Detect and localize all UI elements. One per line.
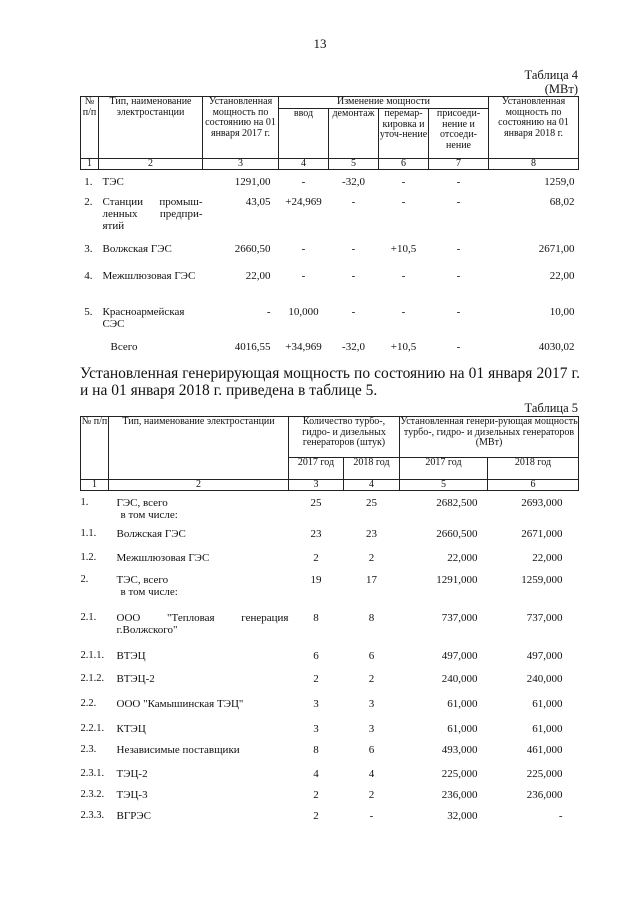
cell-remarking: - [401,176,406,188]
row-no [81,341,99,365]
cell-power-2018: 61,000 [532,697,563,710]
t4-header-dismantling: демонтаж [329,109,379,159]
row-no: 2.3.3. [80,809,105,821]
row-name [109,698,289,723]
cell-power-2018: - [558,809,563,822]
t4-header-remarking: перемар-кировка и уточ-нение [379,109,429,159]
row-name [109,491,289,528]
cell-power-2017: 240,000 [441,672,478,685]
cell-count-2018: 2 [368,672,375,685]
row-name-text: ГЭС, всего [116,497,168,509]
cell-installed-2018: 22,00 [549,269,575,282]
cell-power-2018: 225,000 [526,767,563,780]
table4-caption-unit: (МВт) [544,82,578,96]
cell-power-2018: 61,000 [532,722,563,735]
cell-count-2017: 2 [313,551,319,564]
row-name [109,810,289,834]
t4-header-no: № п/п [81,97,99,159]
cell-remarking: +10,5 [390,340,417,353]
table-row [81,650,579,673]
t4-header-name: Тип, наименование электростанции [99,97,203,159]
t5-header-power-2018: 2018 год [488,458,579,480]
cell-count-2018: 23 [366,527,377,540]
t5-col-number: 2 [109,480,289,491]
row-no: 2.3.1. [80,767,105,779]
paragraph-text: Установленная генерирующая мощность по состоянию на 01 января 2017 г. и на 01 января 2018 г. приведена в таблице 5. [80,365,580,399]
cell-remarking: - [401,305,406,318]
row-name [109,673,289,698]
cell-power-2017: 61,000 [447,697,478,710]
cell-count-2017: 2 [313,788,319,801]
t5-header-power: Установленная генери-рующая мощность турбо-, гидро- и дизельных генераторов (МВт) [400,417,579,458]
t4-header-installed-2018: Установленная мощность по состоянию на 01 января 2018 г. [489,97,579,159]
row-name: Волжская ГЭС [102,242,172,255]
cell-count-2018: 4 [368,767,375,780]
cell-remarking: - [401,195,406,208]
cell-power-2018: 2693,000 [521,497,563,509]
table-row [81,574,579,612]
cell-input: 10,000 [288,305,319,318]
cell-power-2017: 2660,500 [436,527,478,540]
row-no: 4. [84,269,93,282]
cell-count-2018: 6 [368,743,375,756]
row-no: 1. [84,176,93,188]
cell-power-2017: 1291,000 [436,573,478,586]
cell-remarking: +10,5 [390,242,417,255]
cell-count-2017: 2 [313,809,319,822]
table4-caption-title: Таблица 4 [524,68,578,82]
table-row [81,491,579,528]
cell-count-2018: 2 [368,788,375,801]
cell-power-2018: 22,000 [532,551,563,564]
cell-attach: - [456,340,461,353]
t5-col-number: 6 [488,480,579,491]
cell-power-2017: 493,000 [441,743,478,756]
table-row [81,673,579,698]
cell-count-2017: 2 [313,672,319,685]
cell-installed-2018: 4030,02 [538,340,575,353]
cell-input: - [301,269,306,282]
table-row [81,768,579,789]
cell-installed-2017: 43,05 [245,195,271,208]
cell-power-2017: 225,000 [441,767,478,780]
row-no: 2.1.1. [80,649,105,661]
cell-count-2017: 6 [313,649,319,662]
row-name [109,612,289,650]
cell-installed-2018: 1259,0 [544,176,575,188]
cell-dismantling: -32,0 [342,340,365,353]
row-name [109,789,289,810]
cell-count-2018: 8 [368,611,375,624]
cell-count-2017: 23 [310,527,322,540]
row-no: 2.1.2. [80,672,105,684]
cell-attach: - [456,305,461,318]
row-name [109,723,289,744]
row-no: 5. [84,305,93,318]
cell-count-2018: - [369,809,374,822]
cell-count-2017: 3 [313,722,319,735]
t4-header-attach: присоеди-нение и отсоеди-нение [429,109,489,159]
row-name [109,574,289,612]
cell-count-2017: 8 [313,743,319,756]
table-5 [80,416,579,834]
t5-header-name: Тип, наименование электростанции [109,417,289,480]
row-name-text: ТЭЦ-3 [116,788,148,801]
cell-installed-2017: 1291,00 [234,176,271,188]
t4-header-input: ввод [279,109,329,159]
t5-col-number: 5 [400,480,488,491]
t5-header-count: Количество турбо-, гидро- и дизельных генераторов (штук) [289,417,400,458]
cell-dismantling: - [351,242,356,255]
row-name: Станции промыш-ленных предпри-ятий [102,195,203,232]
cell-count-2018: 2 [368,551,375,564]
cell-installed-2018: 10,00 [549,305,575,318]
t5-col-number: 4 [344,480,400,491]
cell-power-2018: 1259,000 [521,573,563,586]
cell-installed-2017: - [266,305,271,318]
t4-col-number: 8 [489,159,579,170]
t4-col-number: 4 [279,159,329,170]
cell-input: - [301,176,306,188]
cell-power-2017: 497,000 [441,649,478,662]
cell-count-2018: 6 [368,649,375,662]
row-name [109,552,289,574]
row-no: 1.1. [80,527,97,539]
table-row [81,341,579,365]
cell-count-2017: 4 [313,767,319,780]
cell-power-2018: 2671,000 [521,527,563,540]
row-name-text: КТЭЦ [116,722,146,735]
t4-header-change: Изменение мощности [279,97,489,109]
t4-col-number: 5 [329,159,379,170]
row-name-text: ТЭЦ-2 [116,767,148,780]
row-name-text: Межшлюзовая ГЭС [116,551,210,564]
t5-header-count-2018: 2018 год [344,458,400,480]
row-no: 2.2.1. [80,722,105,734]
t5-col-number: 3 [289,480,344,491]
t4-col-number: 7 [429,159,489,170]
page-number: 13 [313,36,327,51]
cell-attach: - [456,195,461,208]
row-name: Всего [110,340,138,353]
t4-col-number: 2 [99,159,203,170]
cell-power-2018: 497,000 [526,649,563,662]
table-row [81,306,579,341]
cell-count-2018: 25 [366,497,377,509]
cell-count-2018: 3 [368,722,375,735]
row-name [109,528,289,552]
cell-dismantling: - [351,269,356,282]
row-name-text: ТЭС, всего [116,573,169,586]
table-row [81,723,579,744]
cell-installed-2018: 68,02 [549,195,575,208]
table-row [81,196,579,243]
cell-attach: - [456,176,461,188]
cell-power-2018: 461,000 [526,743,563,756]
cell-power-2017: 22,000 [447,551,478,564]
table-row [81,270,579,306]
row-no: 2.3. [80,743,97,755]
cell-installed-2017: 4016,55 [234,340,271,353]
t5-header-power-2017: 2017 год [400,458,488,480]
row-no: 2.1. [80,611,97,623]
table-row [81,612,579,650]
t4-col-number: 6 [379,159,429,170]
table-4 [80,96,579,365]
row-no: 2. [80,573,89,585]
cell-power-2018: 236,000 [526,788,563,801]
cell-count-2018: 3 [368,697,375,710]
table-row [81,243,579,270]
table-row [81,170,579,196]
cell-dismantling: - [351,305,356,318]
cell-count-2017: 8 [313,611,319,624]
cell-power-2017: 2682,500 [436,497,478,509]
table-row [81,552,579,574]
cell-count-2017: 19 [310,573,322,586]
row-name-text: Волжская ГЭС [116,527,186,540]
row-no: 1. [80,497,89,508]
cell-installed-2017: 2660,50 [234,242,271,255]
table-row [81,810,579,834]
row-name-text: ВГРЭС [116,809,151,822]
row-no: 2.2. [80,697,97,709]
row-name: ТЭС [102,176,124,188]
cell-input: +34,969 [285,340,322,353]
cell-power-2017: 32,000 [447,809,478,822]
row-name-text: ООО "Тепловая генерация г.Волжского" [116,611,289,636]
row-name-sub: в том числе: [120,509,178,521]
cell-dismantling: - [351,195,356,208]
row-name [109,768,289,789]
cell-power-2017: 61,000 [447,722,478,735]
row-name [109,744,289,768]
cell-input: +24,969 [285,195,322,208]
cell-remarking: - [401,269,406,282]
t5-col-number: 1 [81,480,109,491]
row-no: 2. [84,195,93,208]
row-name: Межшлюзовая ГЭС [102,269,196,282]
cell-power-2018: 737,000 [526,611,563,624]
table-row [81,744,579,768]
row-name-text: ООО "Камышинская ТЭЦ" [116,697,244,710]
cell-count-2017: 3 [313,697,319,710]
cell-input: - [301,242,306,255]
row-no: 3. [84,242,93,255]
table-row [81,698,579,723]
row-name-sub: в том числе: [120,585,178,598]
row-name: Красноармейская СЭС [102,305,185,330]
cell-power-2017: 236,000 [441,788,478,801]
table5-caption: Таблица 5 [524,401,578,415]
row-no: 2.3.2. [80,788,105,800]
t4-header-installed-2017: Установленная мощность по состоянию на 01 января 2017 г. [203,97,279,159]
row-name-text: ВТЭЦ-2 [116,672,155,685]
row-name-text: ВТЭЦ [116,649,146,662]
cell-count-2017: 25 [310,497,322,509]
t4-col-number: 3 [203,159,279,170]
table-row [81,528,579,552]
t5-header-count-2017: 2017 год [289,458,344,480]
t5-header-no: № п/п [81,417,109,480]
cell-power-2018: 240,000 [526,672,563,685]
cell-attach: - [456,269,461,282]
t4-col-number: 1 [81,159,99,170]
table4-caption [525,68,578,96]
row-name [109,650,289,673]
cell-power-2017: 737,000 [441,611,478,624]
table-row [81,789,579,810]
row-no: 1.2. [80,551,97,563]
cell-installed-2018: 2671,00 [538,242,575,255]
row-name-text: Независимые поставщики [116,743,240,756]
cell-dismantling: -32,0 [342,176,365,188]
cell-count-2018: 17 [366,573,377,586]
cell-attach: - [456,242,461,255]
cell-installed-2017: 22,00 [245,269,271,282]
